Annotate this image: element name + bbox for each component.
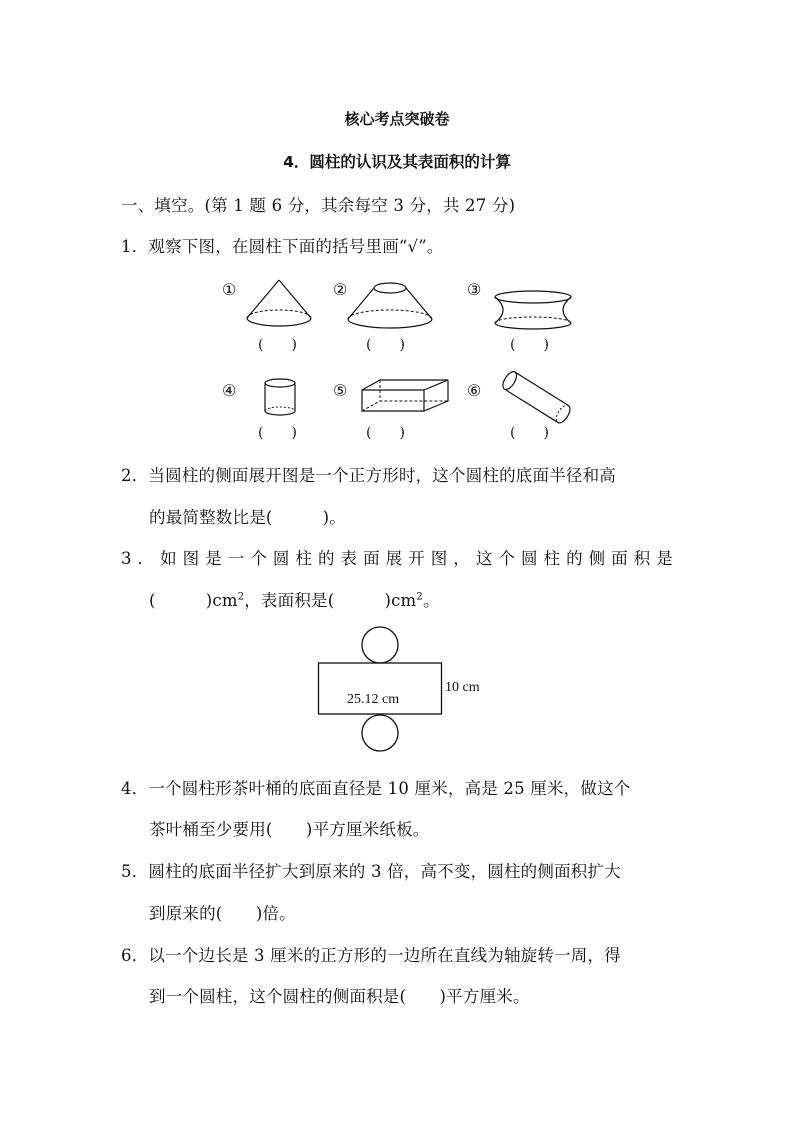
question-2-line-1: 2．当圆柱的侧面展开图是一个正方形时，这个圆柱的底面半径和高 [121, 466, 616, 485]
question-6-line-2: 到一个圆柱，这个圆柱的侧面积是( )平方厘米。 [149, 987, 530, 1006]
rectangular-prism-shape [358, 378, 454, 414]
question-3-line-2 [149, 587, 440, 611]
shape-5-answer-paren[interactable]: ( ) [366, 425, 405, 441]
shape-2-number: ② [333, 280, 348, 299]
question-5-line-1: 5．圆柱的底面半径扩大到原来的 3 倍，高不变，圆柱的侧面积扩大 [121, 862, 621, 881]
shape-4-answer-paren[interactable]: ( ) [258, 425, 297, 441]
question-2-line-2: 的最简整数比是( )。 [149, 508, 346, 527]
shape-2-answer-paren[interactable]: ( ) [366, 337, 405, 353]
question-3-line-1: 3．如图是一个圆柱的表面展开图，这个圆柱的侧面积是 [121, 549, 676, 568]
q3-surface-area-text: ，表面积是( )cm [244, 591, 417, 610]
shape-6-number: ⑥ [467, 381, 482, 400]
cylinder-shape [262, 378, 298, 418]
section-heading: 一、填空。(第 1 题 6 分，其余每空 3 分，共 27 分) [121, 196, 516, 215]
q3-lateral-area-blank[interactable]: ( )cm [149, 591, 238, 610]
q3-end-punct: 。 [422, 591, 440, 610]
shape-5-number: ⑤ [333, 381, 348, 400]
shape-1-number: ① [222, 280, 237, 299]
shape-3-number: ③ [467, 280, 482, 299]
cylinder-net-figure [318, 626, 442, 756]
question-4-line-1: 4．一个圆柱形茶叶桶的底面直径是 10 厘米，高是 25 厘米，做这个 [121, 779, 631, 798]
cone-shape [244, 278, 314, 330]
series-title: 核心考点突破卷 [344, 110, 450, 128]
shape-6-answer-paren[interactable]: ( ) [510, 425, 549, 441]
shape-3-answer-paren[interactable]: ( ) [510, 337, 549, 353]
q3-unit-sup-1: 2 [237, 591, 245, 603]
question-6-line-1: 6．以一个边长是 3 厘米的正方形的一边所在直线为轴旋转一周，得 [121, 946, 621, 965]
question-1-text: 1．观察下图，在圆柱下面的括号里画“√”。 [121, 237, 444, 256]
shape-1-answer-paren[interactable]: ( ) [258, 337, 297, 353]
question-5-line-2: 到原来的( )倍。 [149, 904, 296, 923]
q3-unit-sup-2: 2 [416, 591, 423, 603]
shape-4-number: ④ [222, 381, 237, 400]
net-height-label: 10 cm [445, 680, 480, 695]
frustum-shape [345, 281, 435, 331]
question-4-line-2: 茶叶桶至少要用( )平方厘米纸板。 [149, 820, 430, 839]
tilted-cylinder-shape [496, 372, 576, 422]
hyperboloid-shape [493, 290, 573, 332]
net-length-label: 25.12 cm [347, 692, 400, 707]
net-bottom-circle [362, 715, 398, 751]
topic-title: 4．圆柱的认识及其表面积的计算 [283, 153, 511, 171]
net-top-circle [362, 627, 398, 663]
